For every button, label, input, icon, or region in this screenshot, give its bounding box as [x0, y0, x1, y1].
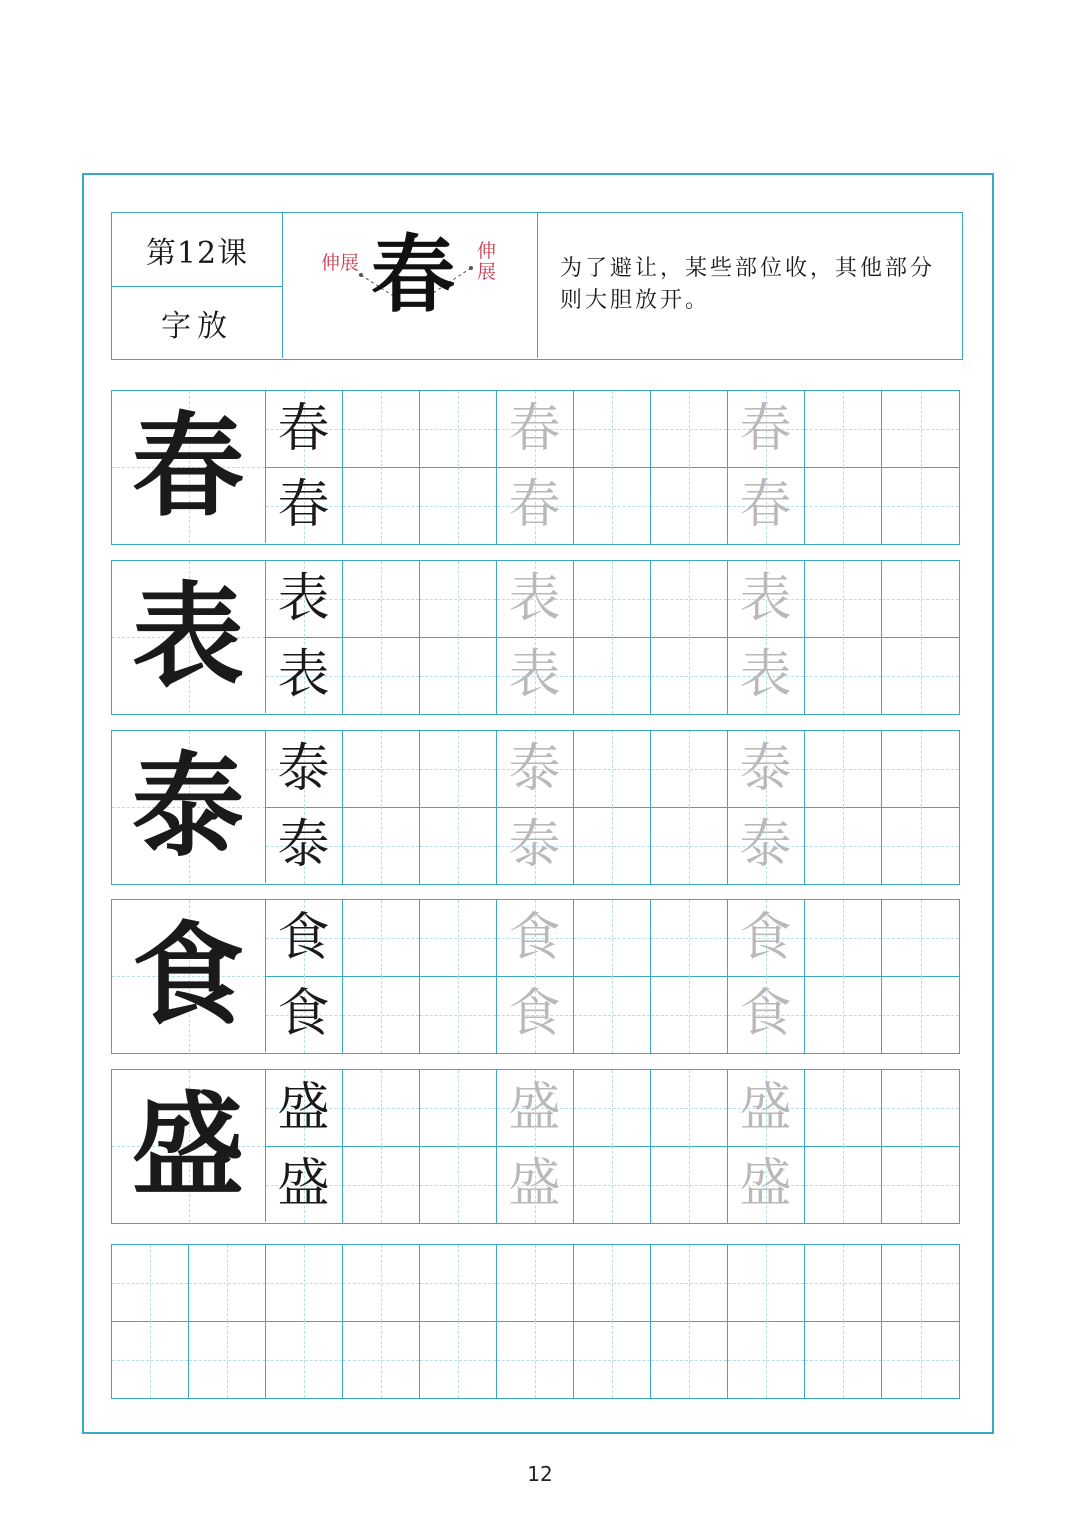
practice-cell[interactable] — [266, 731, 343, 808]
practice-cell[interactable] — [266, 976, 343, 1053]
practice-cell[interactable] — [343, 1146, 420, 1223]
practice-cell[interactable] — [574, 561, 651, 638]
practice-cell[interactable] — [574, 391, 651, 468]
trace-character: 食 — [739, 983, 792, 1044]
practice-cell[interactable] — [497, 1070, 574, 1147]
practice-cell[interactable] — [882, 391, 959, 468]
practice-cell[interactable] — [574, 637, 651, 714]
practice-cell[interactable] — [882, 1070, 959, 1147]
practice-cell[interactable] — [420, 637, 497, 714]
trace-character: 春 — [508, 474, 561, 535]
practice-cell[interactable] — [882, 561, 959, 638]
model-character: 泰 — [277, 738, 330, 799]
practice-cell[interactable] — [651, 561, 728, 638]
practice-cell[interactable] — [882, 731, 959, 808]
practice-cell[interactable] — [266, 561, 343, 638]
big-character-cell — [112, 1070, 266, 1222]
practice-cell[interactable] — [497, 976, 574, 1053]
practice-cell[interactable] — [497, 561, 574, 638]
practice-cell[interactable] — [497, 807, 574, 884]
practice-cell[interactable] — [497, 467, 574, 544]
practice-cell[interactable] — [497, 900, 574, 977]
practice-cell[interactable] — [574, 467, 651, 544]
trace-character: 泰 — [739, 738, 792, 799]
blank-practice-cell[interactable] — [189, 1245, 266, 1322]
lesson-topic: 字放 — [112, 287, 283, 358]
trace-character: 泰 — [508, 738, 561, 799]
practice-cell[interactable] — [651, 807, 728, 884]
trace-character: 盛 — [739, 1153, 792, 1214]
practice-cell[interactable] — [651, 467, 728, 544]
practice-block — [111, 899, 960, 1054]
practice-cell[interactable] — [574, 1146, 651, 1223]
practice-cell[interactable] — [651, 900, 728, 977]
practice-cell[interactable] — [266, 391, 343, 468]
practice-cell[interactable] — [651, 731, 728, 808]
practice-cell[interactable] — [651, 391, 728, 468]
practice-cell[interactable] — [805, 731, 882, 808]
blank-practice-cell[interactable] — [266, 1321, 343, 1398]
model-character: 盛 — [277, 1153, 330, 1214]
big-character-cell — [112, 561, 266, 713]
big-character-cell — [112, 731, 266, 883]
trace-character: 春 — [508, 398, 561, 459]
practice-cell[interactable] — [651, 1146, 728, 1223]
practice-cell[interactable] — [805, 976, 882, 1053]
blank-practice-cell[interactable] — [497, 1321, 574, 1398]
practice-cell[interactable] — [266, 900, 343, 977]
lesson-header — [111, 212, 963, 360]
trace-character: 食 — [739, 907, 792, 968]
blank-practice-cell[interactable] — [112, 1321, 189, 1398]
trace-character: 盛 — [739, 1077, 792, 1138]
practice-cell[interactable] — [266, 807, 343, 884]
practice-block — [111, 1069, 960, 1224]
trace-character: 春 — [739, 398, 792, 459]
practice-cell[interactable] — [728, 467, 805, 544]
blank-practice-cell[interactable] — [497, 1245, 574, 1322]
annotation-left: 伸展 — [321, 252, 360, 274]
practice-cell[interactable] — [266, 637, 343, 714]
practice-cell[interactable] — [574, 1070, 651, 1147]
big-character: 春 — [132, 401, 244, 532]
practice-cell[interactable] — [805, 637, 882, 714]
practice-cell[interactable] — [882, 807, 959, 884]
practice-cell[interactable] — [805, 467, 882, 544]
practice-cell[interactable] — [882, 900, 959, 977]
practice-cell[interactable] — [420, 467, 497, 544]
practice-cell[interactable] — [343, 807, 420, 884]
practice-cell[interactable] — [497, 1146, 574, 1223]
blank-practice-block — [111, 1244, 960, 1399]
practice-cell[interactable] — [497, 731, 574, 808]
practice-cell[interactable] — [343, 561, 420, 638]
practice-cell[interactable] — [343, 1070, 420, 1147]
practice-cell[interactable] — [882, 467, 959, 544]
trace-character: 泰 — [739, 814, 792, 875]
practice-cell[interactable] — [805, 561, 882, 638]
blank-practice-cell[interactable] — [805, 1321, 882, 1398]
model-character: 泰 — [277, 814, 330, 875]
practice-cell[interactable] — [574, 807, 651, 884]
trace-character: 食 — [508, 983, 561, 1044]
blank-practice-cell[interactable] — [805, 1245, 882, 1322]
trace-character: 表 — [508, 644, 561, 705]
model-character: 春 — [277, 474, 330, 535]
practice-cell[interactable] — [805, 807, 882, 884]
big-character: 盛 — [132, 1080, 244, 1211]
practice-cell[interactable] — [728, 807, 805, 884]
model-character: 食 — [277, 907, 330, 968]
blank-practice-cell[interactable] — [882, 1321, 959, 1398]
practice-cell[interactable] — [343, 731, 420, 808]
model-character: 食 — [277, 983, 330, 1044]
big-character-cell — [112, 900, 266, 1052]
practice-cell[interactable] — [420, 1146, 497, 1223]
lesson-description: 为了避让，某些部位收，其他部分则大胆放开。 — [560, 256, 936, 313]
blank-practice-cell[interactable] — [574, 1321, 651, 1398]
trace-character: 盛 — [508, 1153, 561, 1214]
big-character: 表 — [132, 571, 244, 702]
practice-cell[interactable] — [805, 900, 882, 977]
model-character: 表 — [277, 568, 330, 629]
trace-character: 表 — [739, 644, 792, 705]
practice-cell[interactable] — [420, 391, 497, 468]
practice-cell[interactable] — [728, 1146, 805, 1223]
model-character: 表 — [277, 644, 330, 705]
model-character: 盛 — [277, 1077, 330, 1138]
practice-cell[interactable] — [728, 561, 805, 638]
big-character: 泰 — [132, 741, 244, 872]
annotation-right: 伸展 — [477, 240, 497, 283]
trace-character: 食 — [508, 907, 561, 968]
practice-cell[interactable] — [651, 976, 728, 1053]
practice-cell[interactable] — [882, 1146, 959, 1223]
big-character: 食 — [132, 910, 244, 1041]
practice-cell[interactable] — [728, 1070, 805, 1147]
practice-cell[interactable] — [728, 900, 805, 977]
blank-practice-cell[interactable] — [343, 1321, 420, 1398]
practice-cell[interactable] — [497, 637, 574, 714]
practice-cell[interactable] — [728, 637, 805, 714]
blank-practice-cell[interactable] — [189, 1321, 266, 1398]
practice-cell[interactable] — [343, 976, 420, 1053]
practice-cell[interactable] — [574, 976, 651, 1053]
demo-character: 春 — [371, 225, 456, 324]
trace-character: 表 — [508, 568, 561, 629]
big-character-cell — [112, 391, 266, 543]
practice-cell[interactable] — [343, 391, 420, 468]
trace-character: 泰 — [508, 814, 561, 875]
practice-cell[interactable] — [651, 637, 728, 714]
blank-practice-cell[interactable] — [728, 1321, 805, 1398]
practice-cell[interactable] — [728, 976, 805, 1053]
practice-cell[interactable] — [728, 391, 805, 468]
blank-practice-cell[interactable] — [420, 1245, 497, 1322]
practice-cell[interactable] — [497, 391, 574, 468]
blank-practice-cell[interactable] — [728, 1245, 805, 1322]
blank-practice-cell[interactable] — [112, 1245, 189, 1322]
lesson-number: 第12课 — [112, 213, 283, 287]
practice-cell[interactable] — [266, 467, 343, 544]
practice-cell[interactable] — [882, 637, 959, 714]
trace-character: 盛 — [508, 1077, 561, 1138]
trace-character: 表 — [739, 568, 792, 629]
model-character: 春 — [277, 398, 330, 459]
blank-practice-cell[interactable] — [343, 1245, 420, 1322]
practice-cell[interactable] — [343, 637, 420, 714]
practice-cell[interactable] — [574, 900, 651, 977]
practice-cell[interactable] — [728, 731, 805, 808]
practice-cell[interactable] — [882, 976, 959, 1053]
practice-cell[interactable] — [343, 900, 420, 977]
practice-block — [111, 390, 960, 545]
practice-cell[interactable] — [651, 1070, 728, 1147]
practice-cell[interactable] — [420, 807, 497, 884]
blank-practice-cell[interactable] — [651, 1321, 728, 1398]
blank-practice-cell[interactable] — [266, 1245, 343, 1322]
practice-cell[interactable] — [266, 1070, 343, 1147]
practice-cell[interactable] — [805, 1070, 882, 1147]
page-number: 12 — [527, 1462, 553, 1486]
blank-practice-cell[interactable] — [651, 1245, 728, 1322]
practice-cell[interactable] — [574, 731, 651, 808]
demo-character-panel — [283, 213, 538, 358]
practice-cell[interactable] — [805, 391, 882, 468]
practice-block — [111, 730, 960, 885]
practice-cell[interactable] — [420, 1070, 497, 1147]
practice-cell[interactable] — [805, 1146, 882, 1223]
blank-practice-cell[interactable] — [882, 1245, 959, 1322]
practice-cell[interactable] — [343, 467, 420, 544]
practice-cell[interactable] — [266, 1146, 343, 1223]
practice-block — [111, 560, 960, 715]
trace-character: 春 — [739, 474, 792, 535]
practice-cell[interactable] — [420, 900, 497, 977]
blank-practice-cell[interactable] — [574, 1245, 651, 1322]
blank-practice-cell[interactable] — [420, 1321, 497, 1398]
practice-cell[interactable] — [420, 731, 497, 808]
practice-cell[interactable] — [420, 976, 497, 1053]
practice-cell[interactable] — [420, 561, 497, 638]
